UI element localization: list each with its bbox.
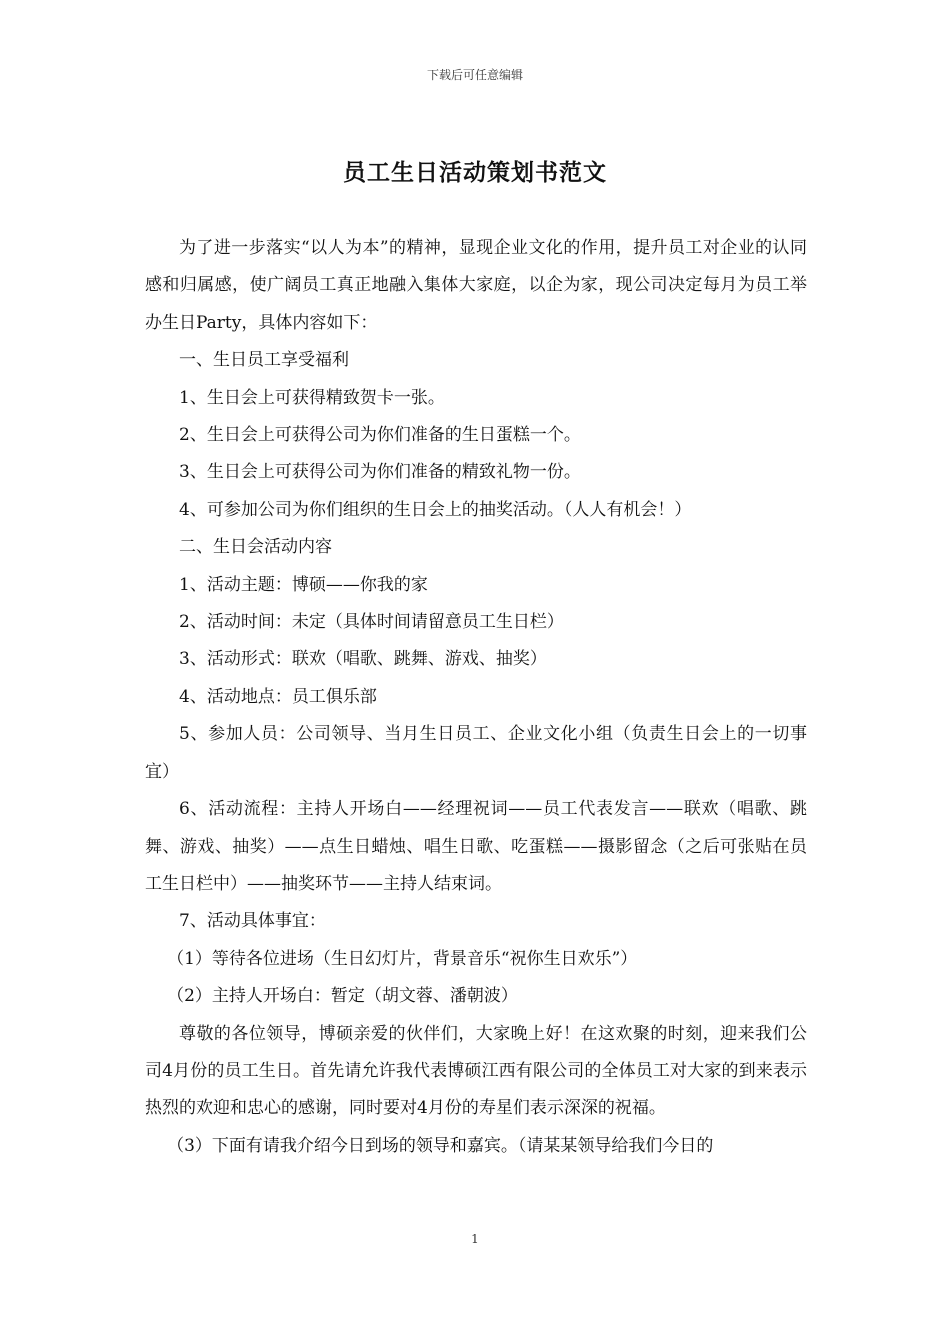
sub-list-item: （2）主持人开场白：暂定（胡文蓉、潘朝波）: [167, 986, 518, 1007]
list-item: 3、生日会上可获得公司为你们准备的精致礼物一份。: [179, 462, 581, 483]
document-title: 员工生日活动策划书范文: [343, 160, 607, 186]
list-item: 4、活动地点：员工俱乐部: [179, 686, 377, 707]
section-heading-benefits: 一、生日员工享受福利: [179, 350, 349, 371]
list-item: 6、活动流程：主持人开场白——经理祝词——员工代表发言——联欢（唱歌、跳舞、游戏、抽奖）——点生日蜡烛、唱生日歌、吃蛋糕——摄影留念（之后可张贴在员工生日栏中）——抽奖环节——主持人结束词。: [145, 799, 807, 894]
list-item: 1、活动主题：博硕——你我的家: [179, 574, 428, 595]
list-item: 3、活动形式：联欢（唱歌、跳舞、游戏、抽奖）: [179, 649, 547, 670]
paragraph-speech: 尊敬的各位领导，博硕亲爱的伙伴们，大家晚上好！在这欢聚的时刻，迎来我们公司4月份的员工生日。首先请允许我代表博硕江西有限公司的全体员工对大家的到来表示热烈的欢迎和忠心的感谢，同时要对4月份的寿星们表示深深的祝福。: [145, 1023, 807, 1119]
list-item: 4、可参加公司为你们组织的生日会上的抽奖活动。（人人有机会！）: [179, 499, 692, 520]
list-item: 5、参加人员：公司领导、当月生日员工、企业文化小组（负责生日会上的一切事宜）: [145, 724, 807, 782]
sub-list-item: （1）等待各位进场（生日幻灯片，背景音乐“祝你生日欢乐”）: [167, 948, 638, 969]
paragraph-intro: 为了进一步落实“以人为本”的精神，显现企业文化的作用，提升员工对企业的认同感和归属感，使广阔员工真正地融入集体大家庭，以企为家，现公司决定每月为员工举办生日Party，具体内容如下：: [145, 238, 807, 333]
document-body: [145, 230, 807, 1165]
list-item: 2、生日会上可获得公司为你们准备的生日蛋糕一个。: [179, 425, 581, 446]
list-item: 7、活动具体事宜：: [179, 911, 326, 932]
list-item: 2、活动时间：未定（具体时间请留意员工生日栏）: [179, 612, 564, 633]
page-number: 1: [471, 1232, 479, 1246]
section-heading-activities: 二、生日会活动内容: [179, 537, 332, 558]
list-item: 1、生日会上可获得精致贺卡一张。: [179, 387, 445, 408]
sub-list-item: （3）下面有请我介绍今日到场的领导和嘉宾。（请某某领导给我们今日的: [167, 1135, 714, 1156]
header-note: 下载后可任意编辑: [426, 68, 523, 82]
